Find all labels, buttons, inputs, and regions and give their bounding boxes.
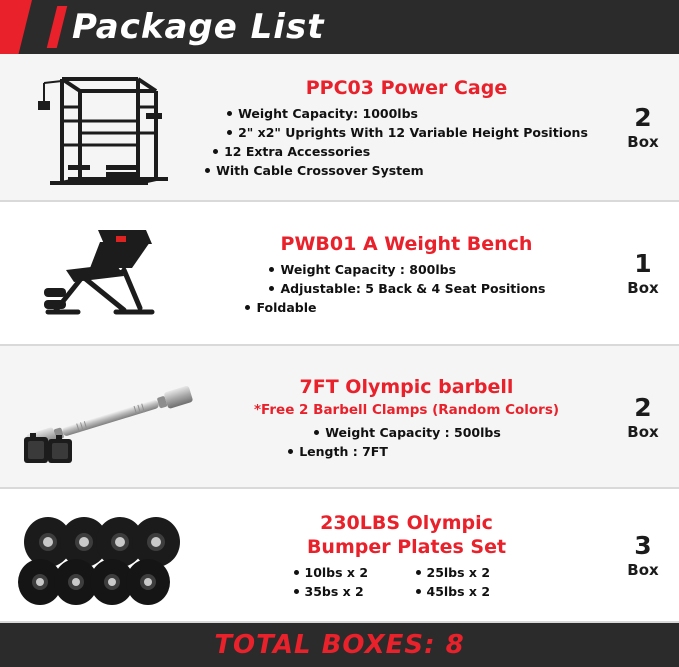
product-specs <box>292 563 522 601</box>
olympic-barbell-image <box>0 346 210 489</box>
list-item: 2" x2" Uprights With 12 Variable Height Positions <box>225 123 588 142</box>
table-row <box>0 489 679 623</box>
list-item: With Cable Crossover System <box>203 161 588 180</box>
quantity-unit: Box <box>627 422 659 441</box>
list-item: 25lbs x 2 <box>414 563 522 582</box>
list-item: 10lbs x 2 <box>292 563 400 582</box>
product-info <box>210 202 607 346</box>
product-specs <box>256 260 546 317</box>
header-accent-shape-left <box>0 0 32 54</box>
list-item: Length : 7FT <box>286 442 501 461</box>
total-boxes-label: TOTAL BOXES: 8 <box>214 630 465 660</box>
quantity-value: 1 <box>634 249 652 278</box>
power-cage-image <box>0 54 210 202</box>
header-accent-bar <box>47 6 67 48</box>
page-title: Package List <box>72 7 325 47</box>
product-info <box>210 54 607 202</box>
list-item: 12 Extra Accessories <box>211 142 588 161</box>
table-row <box>0 346 679 489</box>
product-name: 7FT Olympic barbell <box>299 375 514 398</box>
page-header <box>0 0 679 54</box>
product-info <box>210 346 607 489</box>
product-specs <box>299 423 501 461</box>
quantity-unit: Box <box>627 133 659 151</box>
quantity-value: 3 <box>634 531 652 560</box>
list-item: 45lbs x 2 <box>414 582 522 601</box>
weight-bench-image <box>0 202 210 346</box>
list-item: Foldable <box>243 298 545 317</box>
quantity-cell <box>607 54 679 202</box>
product-info <box>210 489 607 623</box>
list-item: Weight Capacity : 500lbs <box>312 423 501 442</box>
page-footer <box>0 623 679 667</box>
quantity-value: 2 <box>634 392 652 422</box>
table-row <box>0 54 679 202</box>
product-name: PPC03 Power Cage <box>305 77 508 99</box>
package-list <box>0 54 679 623</box>
table-row <box>0 202 679 346</box>
quantity-unit: Box <box>627 561 659 579</box>
quantity-cell <box>607 202 679 346</box>
list-item: 35bs x 2 <box>292 582 400 601</box>
quantity-unit: Box <box>627 279 659 297</box>
quantity-cell <box>607 346 679 489</box>
quantity-value: 2 <box>634 103 652 132</box>
list-item: Weight Capacity: 1000lbs <box>225 104 588 123</box>
quantity-cell <box>607 489 679 623</box>
product-subtitle: *Free 2 Barbell Clamps (Random Colors) <box>253 401 560 418</box>
list-item: Adjustable: 5 Back & 4 Seat Positions <box>267 279 545 298</box>
product-name: PWB01 A Weight Bench <box>280 232 533 255</box>
product-specs <box>216 104 588 180</box>
bumper-plates-image <box>0 489 210 623</box>
list-item: Weight Capacity : 800lbs <box>267 260 545 279</box>
product-name: 230LBS Olympic Bumper Plates Set <box>306 512 507 558</box>
